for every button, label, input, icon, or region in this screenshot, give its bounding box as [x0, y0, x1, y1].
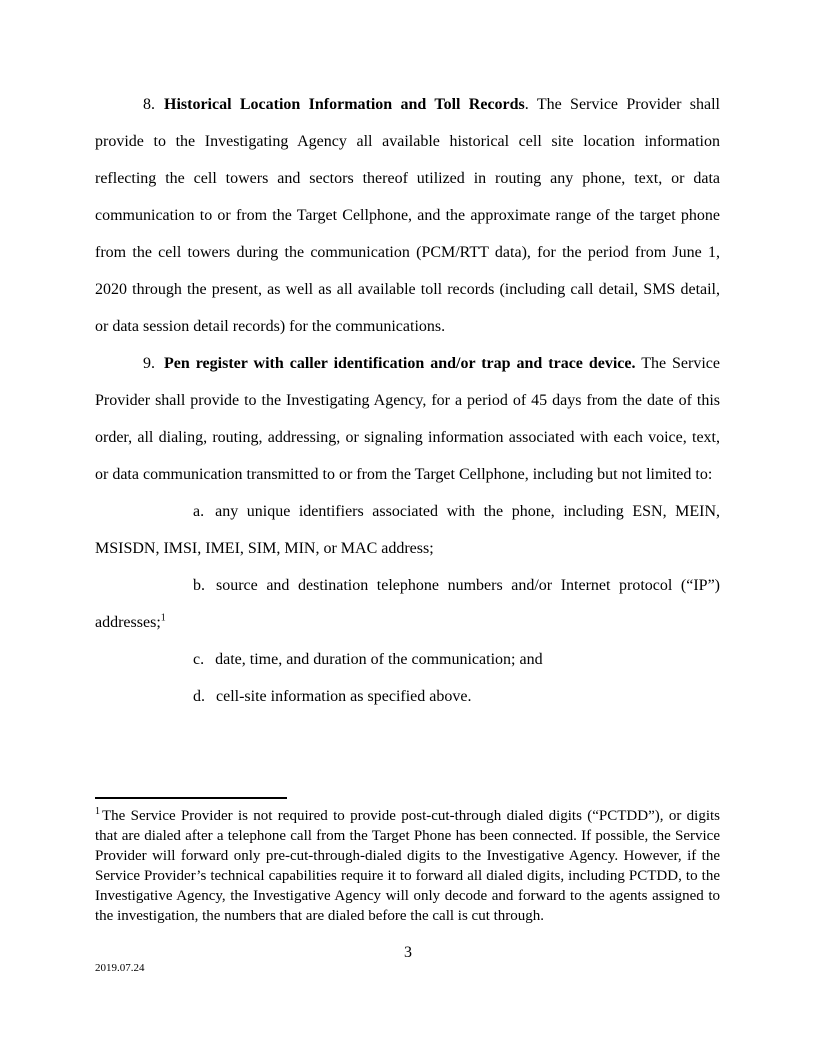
footnote-marker: 1 — [95, 806, 100, 817]
list-item-d-text: cell-site information as specified above. — [216, 688, 472, 705]
paragraph-9-text: The Service Provider shall provide to the Investigating Agency, for a period of 45 days from the date of this order, all dialing, routing, addressing, or signaling information associated with each voice, text, or data communication transmitted to or from the Target Cellphone, including but not limited to: — [95, 355, 721, 483]
list-item-c-text: date, time, and duration of the communication; and — [215, 651, 543, 668]
list-item-a — [95, 493, 720, 567]
paragraph-8 — [95, 86, 720, 345]
list-item-a-label: a. — [193, 503, 205, 520]
paragraph-8-number: 8. — [143, 96, 155, 113]
paragraph-9 — [95, 345, 720, 493]
paragraph-9-title: Pen register with caller identification and/or trap and trace device. — [164, 355, 636, 372]
list-item-d — [95, 678, 720, 715]
list-item-c — [95, 641, 720, 678]
list-item-b-text: source and destination telephone numbers and/or Internet protocol (“IP”) addresses; — [95, 577, 720, 631]
page-number: 3 — [404, 944, 412, 961]
list-item-b-label: b. — [193, 577, 205, 594]
document-body — [95, 86, 720, 715]
paragraph-8-title: Historical Location Information and Toll Records — [164, 96, 525, 113]
footnote — [95, 806, 720, 926]
paragraph-8-text: . The Service Provider shall provide to the Investigating Agency all available historical cell site location information reflecting the cell towers and sectors thereof utilized in routing any phone, text, or data communication to or from the Target Cellphone, and the approximate range of the target phone from the cell towers during the communication (PCM/RTT data), for the period from June 1, 2020 through the present, as well as all available toll records (including call detail, SMS detail, or data session detail records) for the communications. — [95, 96, 721, 335]
footnote-section — [95, 797, 720, 926]
footnote-text: The Service Provider is not required to provide post-cut-through dialed digits (“PCTDD”), or digits that are dialed after a telephone call from the Target Phone has been connected. If possible, the Service Provider will forward only pre-cut-through-dialed digits to the Investigative Agency. However, if the Service Provider’s technical capabilities require it to forward all dialed digits, including PCTDD, to the Investigative Agency, the Investigative Agency will only decode and forward to the agents assigned to the investigation, the numbers that are dialed before the call is cut through. — [95, 808, 720, 924]
footnote-reference: 1 — [160, 612, 166, 624]
footnote-separator — [95, 797, 287, 799]
list-item-a-text: any unique identifiers associated with the phone, including ESN, MEIN, MSISDN, IMSI, IMEI, SIM, MIN, or MAC address; — [95, 503, 720, 557]
list-item-b — [95, 567, 720, 641]
list-item-d-label: d. — [193, 688, 205, 705]
list-item-c-label: c. — [193, 651, 205, 668]
paragraph-9-number: 9. — [143, 355, 155, 372]
date-stamp: 2019.07.24 — [95, 962, 145, 974]
